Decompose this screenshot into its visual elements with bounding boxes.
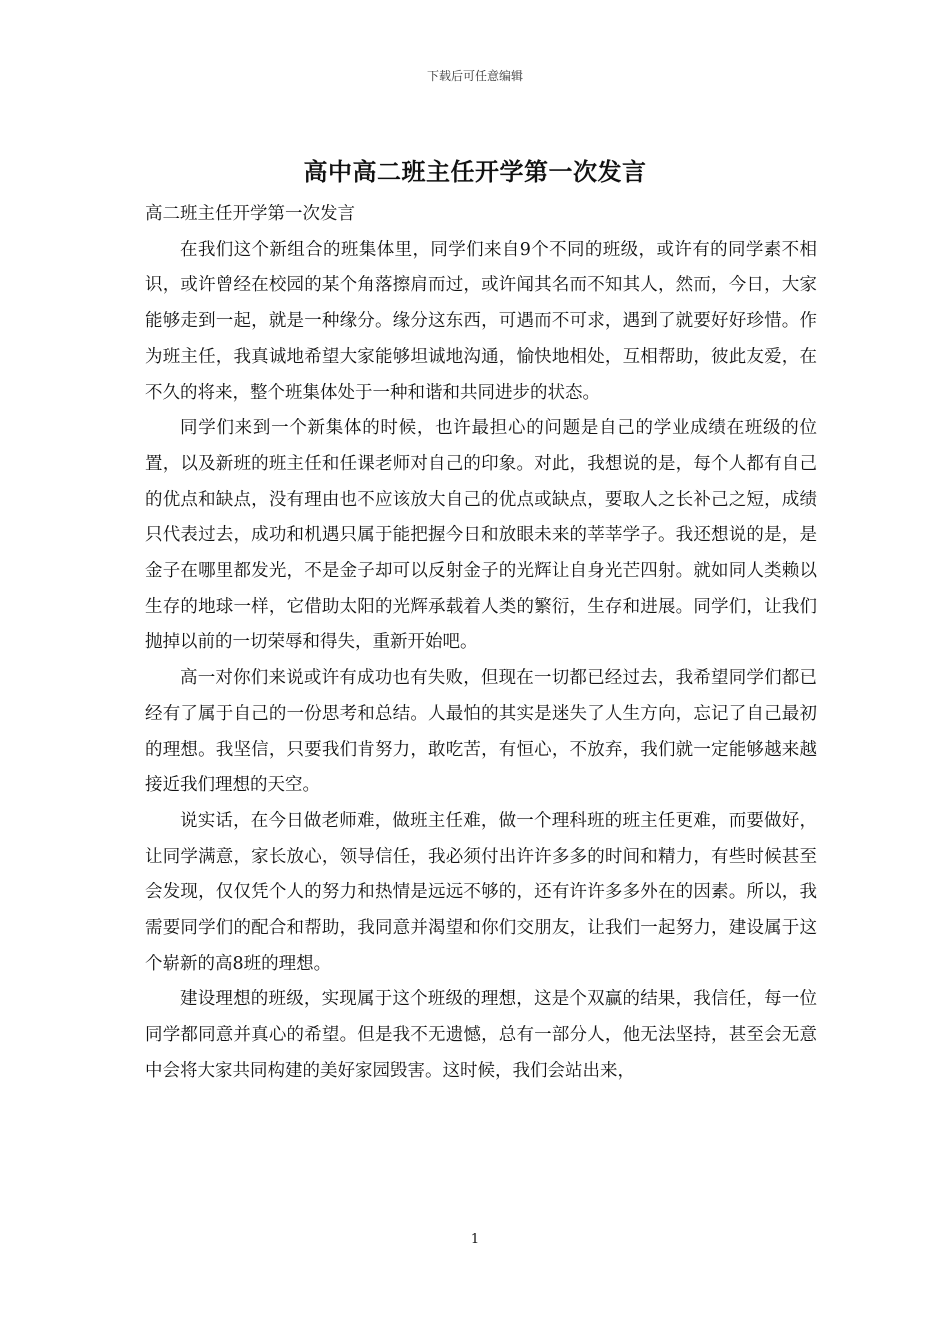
body-paragraph-2: 同学们来到一个新集体的时候，也许最担心的问题是自己的学业成绩在班级的位置，以及新班的班主任和任课老师对自己的印象。对此，我想说的是，每个人都有自己的优点和缺点，没有理由也不应该放大自己的优点或缺点，要取人之长补己之短，成绩只代表过去，成功和机遇只属于能把握今日和放眼未来的莘莘学子。我还想说的是，是金子在哪里都发光，不是金子却可以反射金子的光辉让自身光芒四射。就如同人类赖以生存的地球一样，它借助太阳的光辉承载着人类的繁衍，生存和进展。同学们，让我们抛掉以前的一切荣辱和得失，重新开始吧。 [145,418,817,653]
body-paragraph-1: 在我们这个新组合的班集体里，同学们来自9个不同的班级，或许有的同学素不相识，或许曾经在校园的某个角落擦肩而过，或许闻其名而不知其人，然而，今日，大家能够走到一起，就是一种缘分。缘分这东西，可遇而不可求，遇到了就要好好珍惜。作为班主任，我真诚地希望大家能够坦诚地沟通，愉快地相处，互相帮助，彼此友爱，在不久的将来，整个班集体处于一种和谐和共同进步的状态。 [145,239,817,403]
document-body [145,197,817,1090]
body-paragraph-3: 高一对你们来说或许有成功也有失败，但现在一切都已经过去，我希望同学们都已经有了属于自己的一份思考和总结。人最怕的其实是迷失了人生方向，忘记了自己最初的理想。我坚信，只要我们肯努力，敢吃苦，有恒心，不放弃，我们就一定能够越来越接近我们理想的天空。 [145,668,817,796]
body-paragraph-5: 建设理想的班级，实现属于这个班级的理想，这是个双赢的结果，我信任，每一位同学都同意并真心的希望。但是我不无遗憾，总有一部分人，他无法坚持，甚至会无意中会将大家共同构建的美好家园毁害。这时候，我们会站出来， [145,989,817,1081]
page-number: 1 [470,1232,480,1247]
document-subtitle: 高二班主任开学第一次发言 [145,204,355,224]
body-paragraph-4: 说实话，在今日做老师难，做班主任难，做一个理科班的班主任更难，而要做好，让同学满意，家长放心，领导信任，我必须付出许许多多的时间和精力，有些时候甚至会发现，仅仅凭个人的努力和热情是远远不够的，还有许许多多外在的因素。所以，我需要同学们的配合和帮助，我同意并渴望和你们交朋友，让我们一起努力，建设属于这个崭新的高8班的理想。 [145,810,817,974]
document-title: 高中高二班主任开学第一次发言 [303,157,647,186]
header-note: 下载后可任意编辑 [426,69,523,83]
